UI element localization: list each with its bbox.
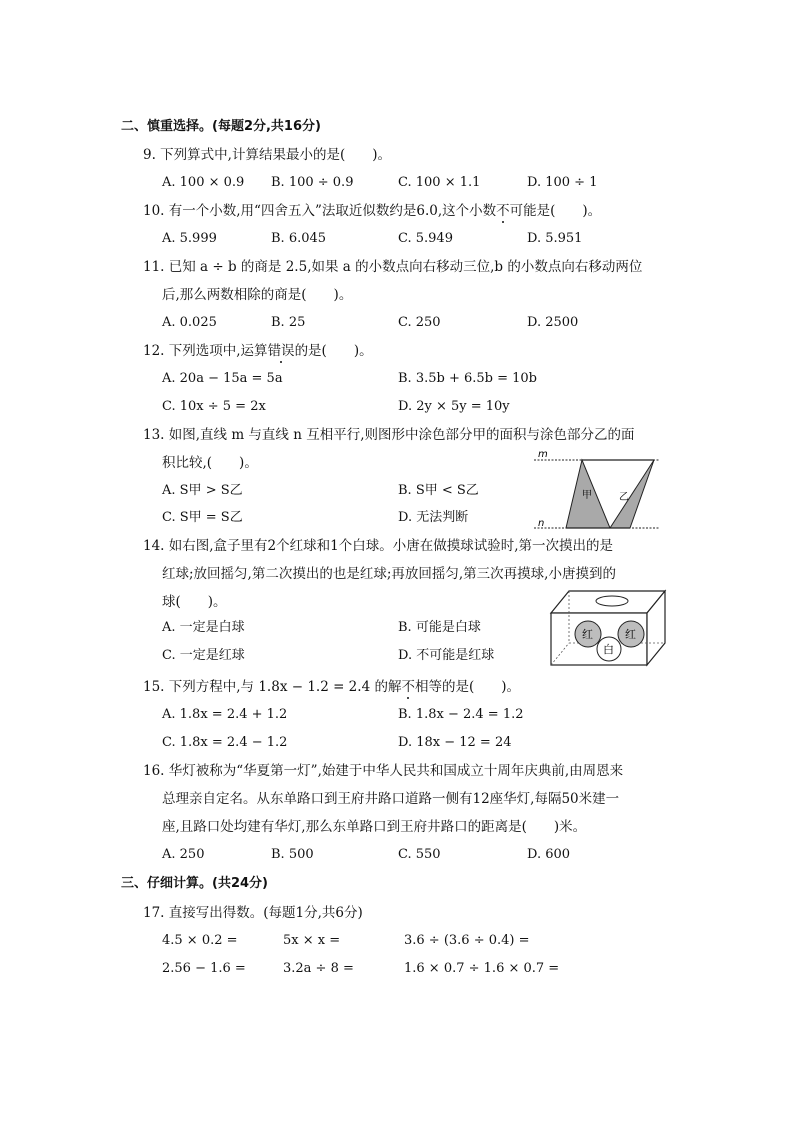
q15-stem-a: 15. 下列方程中,与 1.8x − 1.2 = 2.4 的解 <box>143 679 402 695</box>
q17-item-6: 1.6 × 0.7 ÷ 1.6 × 0.7 = <box>404 961 560 976</box>
q12-emphasis: 错误 <box>267 343 295 359</box>
q15-emphasis: 不 <box>401 679 415 695</box>
q17-item-1: 4.5 × 0.2 = <box>162 933 238 948</box>
red-ball-left-label: 红 <box>582 628 593 641</box>
question-13-line1: 13. 如图,直线 m 与直线 n 互相平行,则图形中涂色部分甲的面积与涂色部分乙的面 <box>143 427 635 443</box>
q16-option-a: A. 250 <box>162 847 205 862</box>
question-11-line2: 后,那么两数相除的商是( )。 <box>162 287 353 303</box>
q15-option-b: B. 1.8x − 2.4 = 1.2 <box>398 707 524 722</box>
section-heading-calculation: 三、仔细计算。(共24分) <box>121 876 268 891</box>
q16-option-c: C. 550 <box>398 847 441 862</box>
q9-option-d: D. 100 ÷ 1 <box>527 175 598 190</box>
parallel-lines-figure <box>532 448 662 534</box>
question-14-line3: 球( )。 <box>162 594 227 610</box>
q9-option-a: A. 100 × 0.9 <box>162 175 245 190</box>
label-m: m <box>538 449 548 460</box>
q10-option-c: C. 5.949 <box>398 231 453 246</box>
q15-option-a: A. 1.8x = 2.4 + 1.2 <box>162 707 288 722</box>
q14-option-d: D. 不可能是红球 <box>398 648 495 663</box>
q9-option-c: C. 100 × 1.1 <box>398 175 481 190</box>
q17-item-4: 2.56 − 1.6 = <box>162 961 246 976</box>
question-14-line2: 红球;放回摇匀,第二次摸出的也是红球;再放回摇匀,第三次再摸球,小唐摸到的 <box>162 566 616 582</box>
q13-option-c: C. S甲 = S乙 <box>162 510 243 525</box>
q17-item-2: 5x × x = <box>283 933 341 948</box>
question-16-line1: 16. 华灯被称为“华夏第一灯”,始建于中华人民共和国成立十周年庆典前,由周恩来 <box>143 763 624 779</box>
question-15 <box>143 677 520 697</box>
question-17: 17. 直接写出得数。(每题1分,共6分) <box>143 905 363 921</box>
q16-option-b: B. 500 <box>271 847 314 862</box>
q10-emphasis: 不 <box>496 203 510 219</box>
q10-stem-c: 可能是( )。 <box>509 203 602 219</box>
q12-option-a: A. 20a − 15a = 5a <box>162 371 283 386</box>
red-ball-right-label: 红 <box>625 628 636 641</box>
q14-option-a: A. 一定是白球 <box>162 620 245 635</box>
q15-option-c: C. 1.8x = 2.4 − 1.2 <box>162 735 288 750</box>
q10-option-d: D. 5.951 <box>527 231 583 246</box>
q11-option-a: A. 0.025 <box>162 315 217 330</box>
question-16-line2: 总理亲自定名。从东单路口到王府井路口道路一侧有12座华灯,每隔50米建一 <box>162 791 620 807</box>
q16-option-d: D. 600 <box>527 847 571 862</box>
question-16-line3: 座,且路口处均建有华灯,那么东单路口到王府井路口的距离是( )米。 <box>162 819 587 835</box>
q11-option-d: D. 2500 <box>527 315 579 330</box>
question-9: 9. 下列算式中,计算结果最小的是( )。 <box>143 147 391 163</box>
q12-stem-a: 12. 下列选项中,运算 <box>143 343 268 359</box>
q14-option-c: C. 一定是红球 <box>162 648 245 663</box>
label-jia: 甲 <box>582 490 592 501</box>
q12-stem-c: 的是( )。 <box>294 343 373 359</box>
label-n: n <box>538 518 545 529</box>
q13-option-a: A. S甲 > S乙 <box>162 483 243 498</box>
q12-option-d: D. 2y × 5y = 10y <box>398 399 510 414</box>
q11-option-c: C. 250 <box>398 315 441 330</box>
q12-option-b: B. 3.5b + 6.5b = 10b <box>398 371 537 386</box>
label-yi: 乙 <box>619 492 629 503</box>
question-14-line1: 14. 如右图,盒子里有2个红球和1个白球。小唐在做摸球试验时,第一次摸出的是 <box>143 538 614 554</box>
q10-stem-a: 10. 有一个小数,用“四舍五入”法取近似数约是6.0,这个小数 <box>143 203 497 219</box>
white-ball-label: 白 <box>603 643 614 656</box>
question-13-line2: 积比较,( )。 <box>162 455 258 471</box>
q10-option-a: A. 5.999 <box>162 231 217 246</box>
q17-item-3: 3.6 ÷ (3.6 ÷ 0.4) = <box>404 933 530 948</box>
q17-item-5: 3.2a ÷ 8 = <box>283 961 354 976</box>
box-hole <box>596 596 628 606</box>
q15-option-d: D. 18x − 12 = 24 <box>398 735 512 750</box>
question-11-line1: 11. 已知 a ÷ b 的商是 2.5,如果 a 的小数点向右移动三位,b 的小数点向右移动两位 <box>143 259 643 275</box>
section-heading-choice: 二、慎重选择。(每题2分,共16分) <box>121 119 321 134</box>
q12-option-c: C. 10x ÷ 5 = 2x <box>162 399 266 414</box>
q11-option-b: B. 25 <box>271 315 306 330</box>
q9-option-b: B. 100 ÷ 0.9 <box>271 175 354 190</box>
ball-box-figure <box>547 587 671 669</box>
shaded-region-yi <box>610 460 654 528</box>
q13-option-b: B. S甲 < S乙 <box>398 483 479 498</box>
question-12 <box>143 341 373 361</box>
q10-option-b: B. 6.045 <box>271 231 327 246</box>
q14-option-b: B. 可能是白球 <box>398 620 481 635</box>
question-10 <box>143 201 601 221</box>
q13-option-d: D. 无法判断 <box>398 510 469 525</box>
q15-stem-c: 相等的是( )。 <box>414 679 520 695</box>
